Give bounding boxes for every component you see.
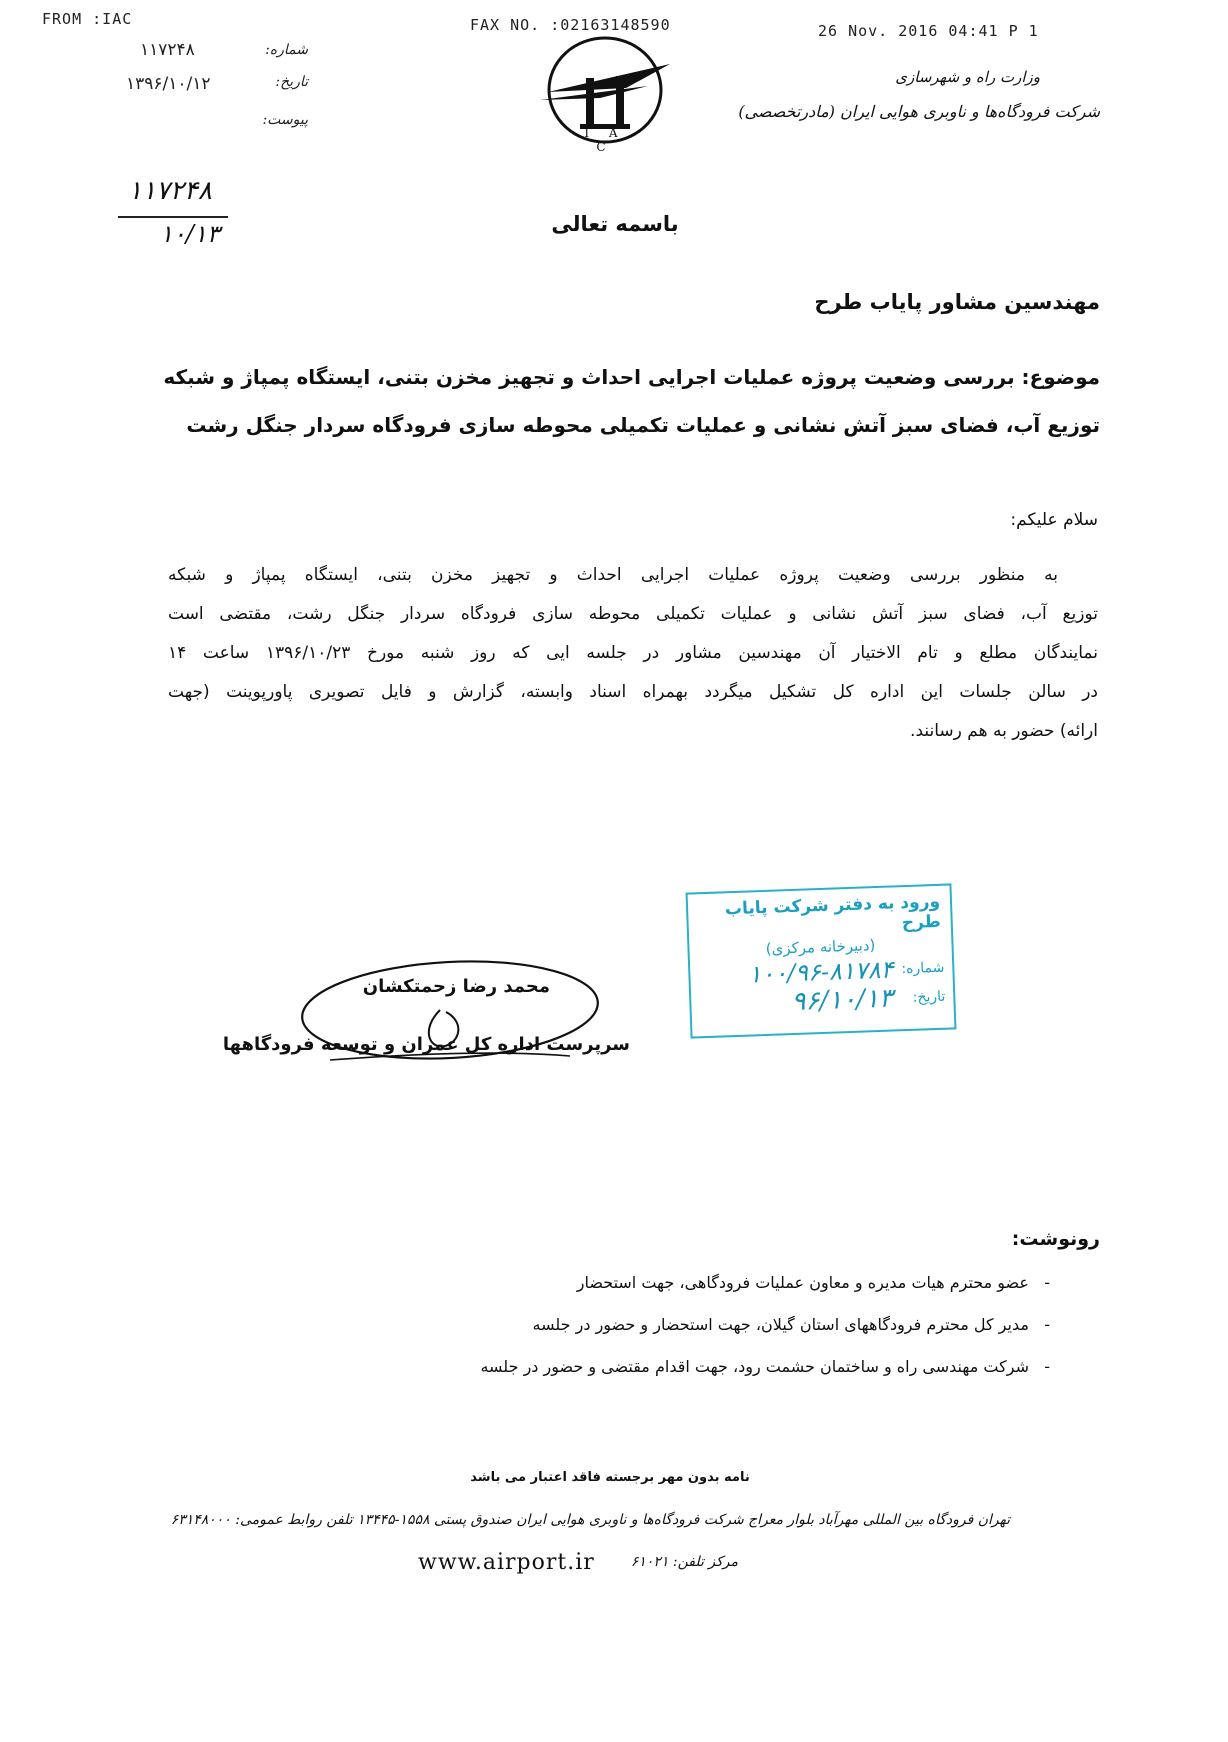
recipient: مهندسین مشاور پایاب طرح bbox=[814, 290, 1100, 314]
number-label: شماره: bbox=[265, 42, 308, 58]
ministry-name: وزارت راه و شهرسازی bbox=[895, 68, 1040, 86]
cc-list bbox=[300, 1262, 1050, 1388]
signer-title: سرپرست اداره کل عمران و توسعه فرودگاهها bbox=[222, 1034, 630, 1055]
date-value: ۱۳۹۶/۱۰/۱۲ bbox=[126, 74, 211, 94]
body-line-1: به منظور بررسی وضعیت پروژه عملیات اجرایی احداث و تجهیز مخزن بتنی، ایستگاه پمپاژ و شبکه bbox=[168, 565, 1058, 585]
footer-phone: مرکز تلفن: ۶۱۰۲۱ bbox=[630, 1554, 738, 1570]
cc-item-1-text: عضو محترم هیات مدیره و معاون عملیات فرودگاهی، جهت استحضار bbox=[576, 1273, 1029, 1292]
stamp-subtitle: (دبیرخانه مرکزی) bbox=[765, 936, 876, 958]
handwritten-divider bbox=[118, 216, 228, 218]
cc-heading: رونوشت: bbox=[1011, 1228, 1100, 1250]
greeting: سلام علیکم: bbox=[1010, 510, 1098, 530]
body-line-2: توزیع آب، فضای سبز آتش نشانی و عملیات تکمیلی محوطه سازی فرودگاه سردار جنگل رشت، مقتضی است bbox=[168, 604, 1098, 624]
footer-address: تهران فرودگاه بین المللی مهرآباد بلوار معراج شرکت فرودگاه‌ها و ناوبری هوایی ایران صندوق پستی ۱۵۵۸-۱۳۴۴۵ تلفن روابط عمومی: ۶۳۱۴۸۰۰۰ bbox=[170, 1512, 1010, 1528]
handwritten-number: ۱۱۷۲۴۸ bbox=[128, 176, 212, 206]
handwritten-date: ۱۰/۱۳ bbox=[160, 220, 220, 248]
letter-body bbox=[168, 556, 1098, 751]
receipt-stamp bbox=[686, 883, 957, 1038]
stamp-title: ورود به دفتر شرکت پایاب طرح bbox=[724, 891, 942, 934]
logo-letters: I A C bbox=[584, 126, 626, 154]
fax-datetime: 26 Nov. 2016 04:41 P 1 bbox=[818, 22, 1039, 40]
stamp-number-value: ۱۰۰/۹۶-۸۱۷۸۴ bbox=[747, 955, 894, 989]
stamp-date-value: ۹۶/۱۰/۱۳ bbox=[791, 983, 894, 1018]
body-line-5: ارائه) حضور به هم رسانند. bbox=[910, 721, 1098, 741]
subject-line-2: توزیع آب، فضای سبز آتش نشانی و عملیات تکمیلی محوطه سازی فرودگاه سردار جنگل رشت bbox=[186, 413, 1100, 437]
invocation-header: باسمه تعالی bbox=[551, 212, 679, 236]
footer-website: www.airport.ir bbox=[418, 1550, 595, 1575]
footer-notice: نامه بدون مهر برجسته فاقد اعتبار می باشد bbox=[470, 1470, 750, 1485]
cc-item-3-text: شرکت مهندسی راه و ساختمان حشمت رود، جهت اقدام مقتضی و حضور در جلسه bbox=[480, 1357, 1029, 1376]
body-line-4: در سالن جلسات این اداره کل تشکیل میگردد بهمراه اسناد وابسته، گزارش و فایل تصویری پاورپوینت (جهت bbox=[168, 682, 1098, 702]
signature-mark bbox=[270, 950, 630, 1090]
cc-item-2: - مدیر کل محترم فرودگاههای استان گیلان، جهت استحضار و حضور در جلسه bbox=[532, 1315, 1050, 1334]
cc-item-3: - شرکت مهندسی راه و ساختمان حشمت رود، جهت اقدام مقتضی و حضور در جلسه bbox=[480, 1357, 1050, 1376]
attachment-label: پیوست: bbox=[262, 112, 308, 128]
signature-scribble bbox=[270, 950, 630, 1090]
signer-name: محمد رضا زحمتکشان bbox=[362, 976, 550, 997]
stamp-number-label: شماره: bbox=[901, 959, 945, 978]
stamp-date-label: تاریخ: bbox=[912, 988, 946, 1006]
fax-number: FAX NO. :02163148590 bbox=[470, 16, 671, 34]
body-line-3: نمایندگان مطلع و تام الاختیار آن مهندسین مشاور در جلسه ایی که روز شنبه مورخ ۱۳۹۶/۱۰/۲۳ ساعت ۱۴ bbox=[168, 643, 1098, 663]
iac-logo bbox=[530, 30, 680, 154]
cc-item-2-text: مدیر کل محترم فرودگاههای استان گیلان، جهت استحضار و حضور در جلسه bbox=[532, 1315, 1029, 1334]
cc-item-1: - عضو محترم هیات مدیره و معاون عملیات فرودگاهی، جهت استحضار bbox=[576, 1273, 1050, 1292]
date-label: تاریخ: bbox=[275, 74, 308, 90]
fax-from: FROM :IAC bbox=[42, 10, 133, 28]
company-name: شرکت فرودگاه‌ها و ناوبری هوایی ایران (مادرتخصصی) bbox=[738, 102, 1100, 121]
number-value: ۱۱۷۲۴۸ bbox=[140, 40, 195, 60]
subject-line-1: موضوع: بررسی وضعیت پروژه عملیات اجرایی احداث و تجهیز مخزن بتنی، ایستگاه پمپاژ و شبکه bbox=[163, 365, 1100, 389]
